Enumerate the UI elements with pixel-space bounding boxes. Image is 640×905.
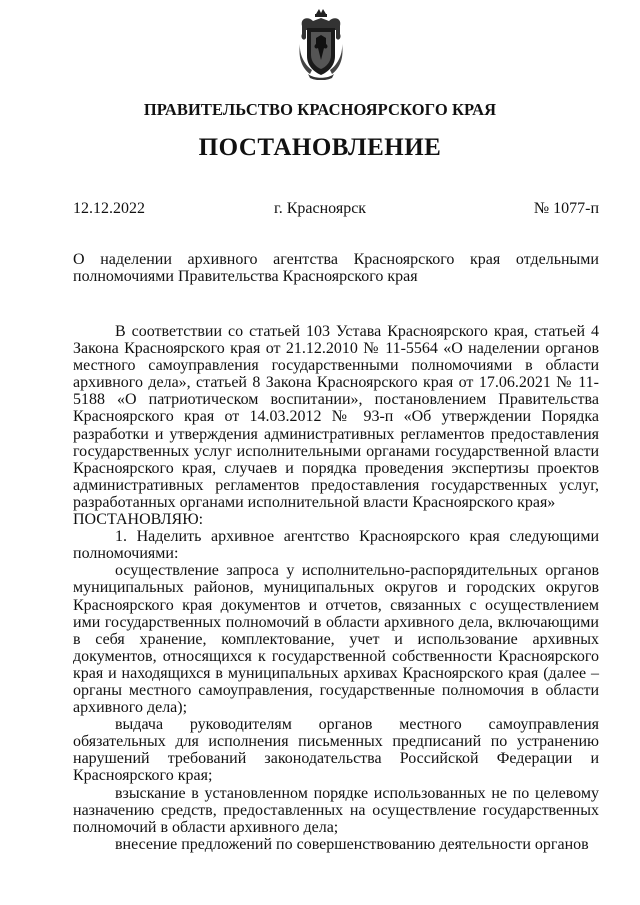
document-title: ПОСТАНОВЛЕНИЕ [198, 134, 442, 161]
document-date: 12.12.2022 [73, 200, 145, 217]
document-number: № 1077-п [533, 200, 599, 217]
document-body [73, 323, 599, 853]
document-city: г. Красноярск [273, 200, 367, 217]
preamble-paragraph: В соответствии со статьей 103 Устава Красноярского края, статьей 4 Закона Красноярского края от 21.12.2010 № 11-5564 «О наделении органов местного самоуправления государственными полномочиями в области архивного дела», статьей 8 Закона Красноярского края от 17.06.2021 № 11-5188 «О патриотическом воспитании», постановлением Правительства Красноярского края от 14.03.2012 № 93-п «Об утверждении Порядка разработки и утверждения административных регламентов предоставления государственных услуг исполнительными органами государственной власти Красноярского края, случаев и порядка проведения экспертизы проектов административных регламентов предоставления государственных услуг, разработанных органами исполнительной власти Красноярского края» [73, 323, 599, 511]
resolve-line: ПОСТАНОВЛЯЮ: [73, 511, 204, 529]
list-item: взыскание в установленном порядке использованных не по целевому назначению средств, предоставленных на осуществление государственных полномочий в области архивного дела; [73, 784, 599, 836]
government-name: ПРАВИТЕЛЬСТВО КРАСНОЯРСКОГО КРАЯ [143, 100, 497, 119]
list-item: осуществление запроса у исполнительно-распорядительных органов муниципальных районов, муниципальных округов и городских округов Красноярского края документов и отчетов, связанных с осуществлением ими государственных полномочий в области архивного дела, включающими в себя хранение, комплектование, учет и использование архивных документов, относящихся к государственной собственности Красноярского края и находящихся в муниципальных архивах Красноярского края (далее – органы местного самоуправления, государственные полномочия в области архивного дела); [73, 562, 599, 717]
document-subject: О наделении архивного агентства Красноярского края отдельными полномочиями Правительства Красноярского края [73, 251, 599, 285]
list-item: выдача руководителям органов местного самоуправления обязательных для исполнения письменных предписаний по устранению нарушений требований законодательства Российской Федерации и Красноярского края; [73, 716, 599, 785]
list-item: внесение предложений по совершенствованию деятельности органов [115, 835, 589, 853]
coat-of-arms-icon [298, 8, 344, 80]
item-1-paragraph: 1. Наделить архивное агентство Красноярского края следующими полномочиями: [73, 528, 599, 563]
